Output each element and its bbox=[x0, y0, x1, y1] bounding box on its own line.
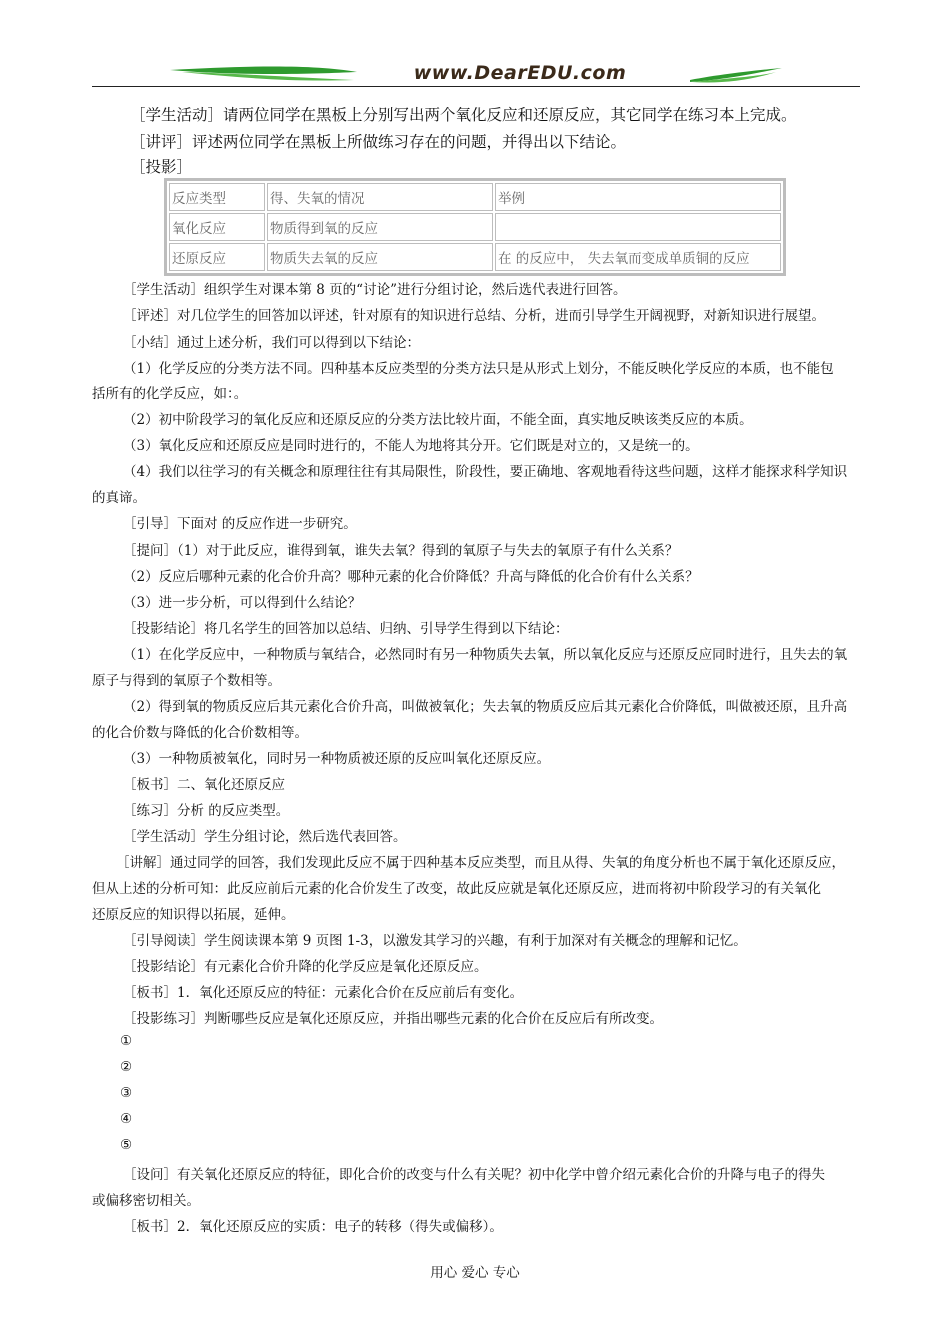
text-line: ［练习］分析 的反应类型。 bbox=[123, 803, 290, 819]
text-line: ［讲评］评述两位同学在黑板上所做练习存在的问题，并得出以下结论。 bbox=[130, 133, 627, 151]
text-line: ［板书］1．氧化还原反应的特征：元素化合价在反应前后有变化。 bbox=[123, 985, 524, 1001]
text-line: 的化合价数与降低的化合价数相等。 bbox=[92, 725, 308, 741]
text-line: 但从上述的分析可知：此反应前后元素的化合价发生了改变，故此反应就是氧化还原反应，进而将初中阶段学习的有关氧化 bbox=[92, 881, 821, 897]
table-header-cell: 举例 bbox=[495, 183, 781, 211]
text-line: ［评述］对几位学生的回答加以评述，针对原有的知识进行总结、分析，进而引导学生开阔视野，对新知识进行展望。 bbox=[123, 308, 825, 324]
text-line: ［小结］通过上述分析，我们可以得到以下结论： bbox=[123, 335, 420, 351]
table-header-cell: 反应类型 bbox=[169, 183, 265, 211]
table-cell: 氧化反应 bbox=[169, 213, 265, 241]
text-line: （3）氧化反应和还原反应是同时进行的，不能人为地将其分开。它们既是对立的，又是统一的。 bbox=[123, 438, 699, 454]
table-cell: 在 的反应中， 失去氧而变成单质铜的反应 bbox=[495, 243, 781, 271]
table-header-cell: 得、失氧的情况 bbox=[267, 183, 493, 211]
text-line: ［投影］ bbox=[130, 158, 193, 176]
projection-table bbox=[164, 178, 786, 276]
text-line: （1）在化学反应中，一种物质与氧结合，必然同时有另一种物质失去氧，所以氧化反应与还原反应同时进行，且失去的氧 bbox=[123, 647, 848, 663]
text-line: ［设问］有关氧化还原反应的特征，即化合价的改变与什么有关呢？初中化学中曾介绍元素化合价的升降与电子的得失 bbox=[123, 1167, 825, 1183]
text-line: （3）进一步分析，可以得到什么结论？ bbox=[123, 595, 362, 611]
text-line: 的真谛。 bbox=[92, 490, 146, 506]
table-cell: 物质失去氧的反应 bbox=[267, 243, 493, 271]
exercise-number: ③ bbox=[120, 1085, 133, 1101]
text-line: ［引导］下面对 的反应作进一步研究。 bbox=[123, 516, 357, 532]
text-line: ［引导阅读］学生阅读课本第 9 页图 1-3，以激发其学习的兴趣，有利于加深对有关概念的理解和记忆。 bbox=[123, 933, 747, 949]
text-line: ［提问］（1）对于此反应，谁得到氧，谁失去氧？得到的氧原子与失去的氧原子有什么关系？ bbox=[123, 543, 679, 559]
exercise-number: ② bbox=[120, 1059, 133, 1075]
text-line: ［板书］2．氧化还原反应的实质：电子的转移（得失或偏移）。 bbox=[123, 1219, 503, 1235]
text-line: ［讲解］通过同学的回答，我们发现此反应不属于四种基本反应类型，而且从得、失氧的角度分析也不属于氧化还原反应， bbox=[116, 855, 845, 871]
text-line: ［学生活动］学生分组讨论，然后选代表回答。 bbox=[123, 829, 407, 845]
table-row bbox=[169, 243, 781, 271]
site-logo-text[interactable]: www.DearEDU.com bbox=[413, 62, 627, 84]
text-line: （3）一种物质被氧化，同时另一种物质被还原的反应叫氧化还原反应。 bbox=[123, 751, 551, 767]
text-line: （2）得到氧的物质反应后其元素化合价升高，叫做被氧化；失去氧的物质反应后其元素化合价降低，叫做被还原，且升高 bbox=[123, 699, 848, 715]
text-line: ［投影练习］判断哪些反应是氧化还原反应，并指出哪些元素的化合价在反应后有所改变。 bbox=[123, 1011, 663, 1027]
text-line: 还原反应的知识得以拓展，延伸。 bbox=[92, 907, 295, 923]
text-line: （2）初中阶段学习的氧化反应和还原反应的分类方法比较片面，不能全面，真实地反映该类反应的本质。 bbox=[123, 412, 753, 428]
exercise-number: ⑤ bbox=[120, 1137, 133, 1153]
text-line: ［板书］二、氧化还原反应 bbox=[123, 777, 285, 793]
text-line: 或偏移密切相关。 bbox=[92, 1193, 200, 1209]
text-line: ［学生活动］请两位同学在黑板上分别写出两个氧化反应和还原反应，其它同学在练习本上完成。 bbox=[130, 106, 797, 124]
table-cell: 物质得到氧的反应 bbox=[267, 213, 493, 241]
header-rule bbox=[92, 86, 860, 87]
text-line: （1）化学反应的分类方法不同。四种基本反应类型的分类方法只是从形式上划分，不能反映化学反应的本质，也不能包 bbox=[123, 361, 834, 377]
text-line: （2）反应后哪种元素的化合价升高？哪种元素的化合价降低？升高与降低的化合价有什么关系？ bbox=[123, 569, 699, 585]
text-line: ［投影结论］有元素化合价升降的化学反应是氧化还原反应。 bbox=[123, 959, 488, 975]
text-line: 括所有的化学反应，如：。 bbox=[92, 386, 248, 402]
text-line: ［投影结论］将几名学生的回答加以总结、归纳、引导学生得到以下结论： bbox=[123, 621, 569, 637]
table-cell bbox=[495, 213, 781, 241]
table-cell: 还原反应 bbox=[169, 243, 265, 271]
table-header-row bbox=[169, 183, 781, 211]
table-row bbox=[169, 213, 781, 241]
text-line: ［学生活动］组织学生对课本第 8 页的“讨论”进行分组讨论，然后选代表进行回答。 bbox=[123, 282, 627, 298]
page-footer: 用心 爱心 专心 bbox=[430, 1265, 520, 1281]
exercise-number: ① bbox=[120, 1033, 133, 1049]
text-line: （4）我们以往学习的有关概念和原理往往有其局限性，阶段性，要正确地、客观地看待这些问题，这样才能探求科学知识 bbox=[123, 464, 848, 480]
exercise-number: ④ bbox=[120, 1111, 133, 1127]
text-line: 原子与得到的氧原子个数相等。 bbox=[92, 673, 281, 689]
